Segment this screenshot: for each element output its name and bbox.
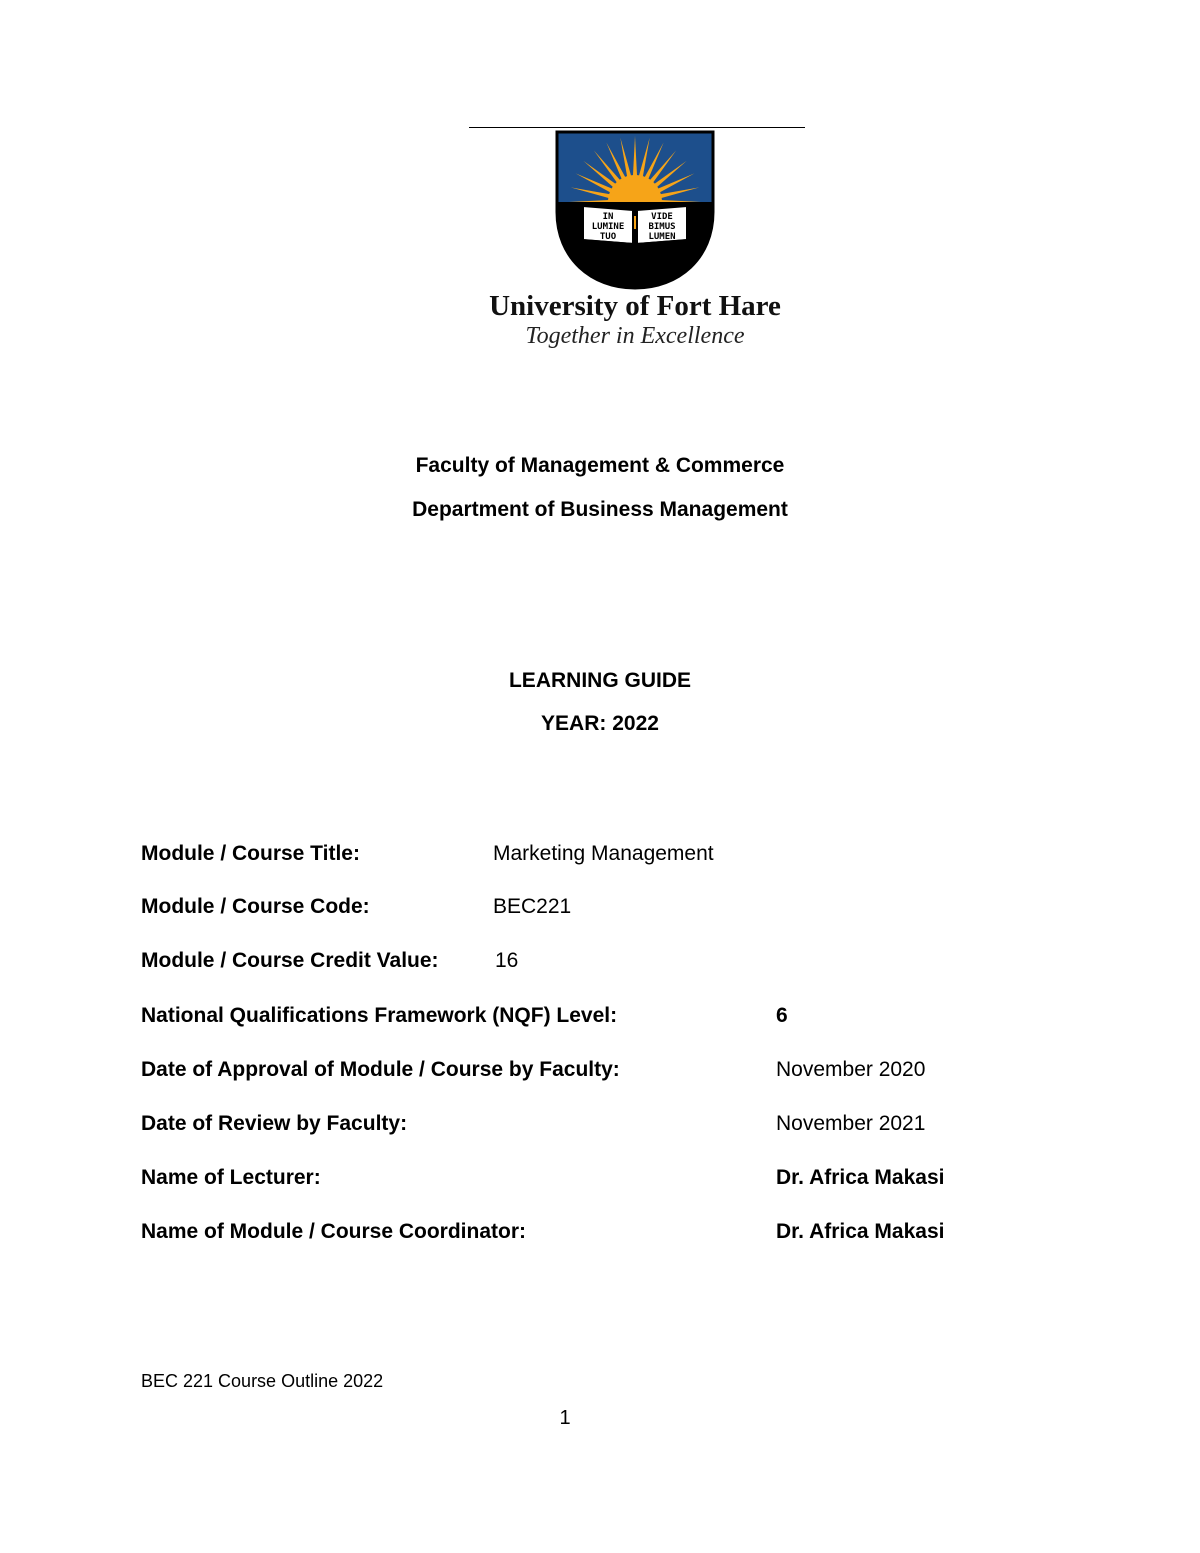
page-number: 1 <box>559 1407 571 1429</box>
detail-label: National Qualifications Framework (NQF) Level: <box>141 1004 618 1027</box>
svg-text:BIMUS: BIMUS <box>648 222 676 232</box>
detail-value: November 2020 <box>776 1058 926 1081</box>
svg-text:VIDE: VIDE <box>651 212 673 222</box>
detail-label: Date of Approval of Module / Course by Faculty: <box>141 1058 620 1081</box>
university-crest-logo <box>555 130 715 290</box>
detail-label: Module / Course Title: <box>141 842 360 865</box>
detail-value: 16 <box>495 949 519 972</box>
svg-text:IN: IN <box>602 212 614 222</box>
detail-value: BEC221 <box>493 895 572 918</box>
svg-text:LUMINE: LUMINE <box>591 222 625 232</box>
university-tagline: Together in Excellence <box>525 323 745 349</box>
header-rule <box>469 127 805 128</box>
detail-label: Module / Course Credit Value: <box>141 949 439 972</box>
detail-label: Module / Course Code: <box>141 895 370 918</box>
detail-label: Name of Lecturer: <box>141 1166 321 1189</box>
detail-value: Dr. Africa Makasi <box>776 1166 945 1189</box>
detail-label: Name of Module / Course Coordinator: <box>141 1220 527 1243</box>
detail-value: Marketing Management <box>493 842 714 865</box>
footer-text: BEC 221 Course Outline 2022 <box>141 1371 384 1391</box>
faculty-name: Faculty of Management & Commerce <box>415 454 785 477</box>
svg-text:LUMEN: LUMEN <box>648 232 676 242</box>
detail-value: Dr. Africa Makasi <box>776 1220 945 1243</box>
department-name: Department of Business Management <box>412 498 788 521</box>
detail-label: Date of Review by Faculty: <box>141 1112 408 1135</box>
university-name: University of Fort Hare <box>489 290 781 322</box>
document-year: YEAR: 2022 <box>541 712 659 735</box>
detail-value: November 2021 <box>776 1112 926 1135</box>
document-title: LEARNING GUIDE <box>508 669 691 692</box>
svg-text:TUO: TUO <box>599 232 617 242</box>
detail-value: 6 <box>776 1004 788 1027</box>
